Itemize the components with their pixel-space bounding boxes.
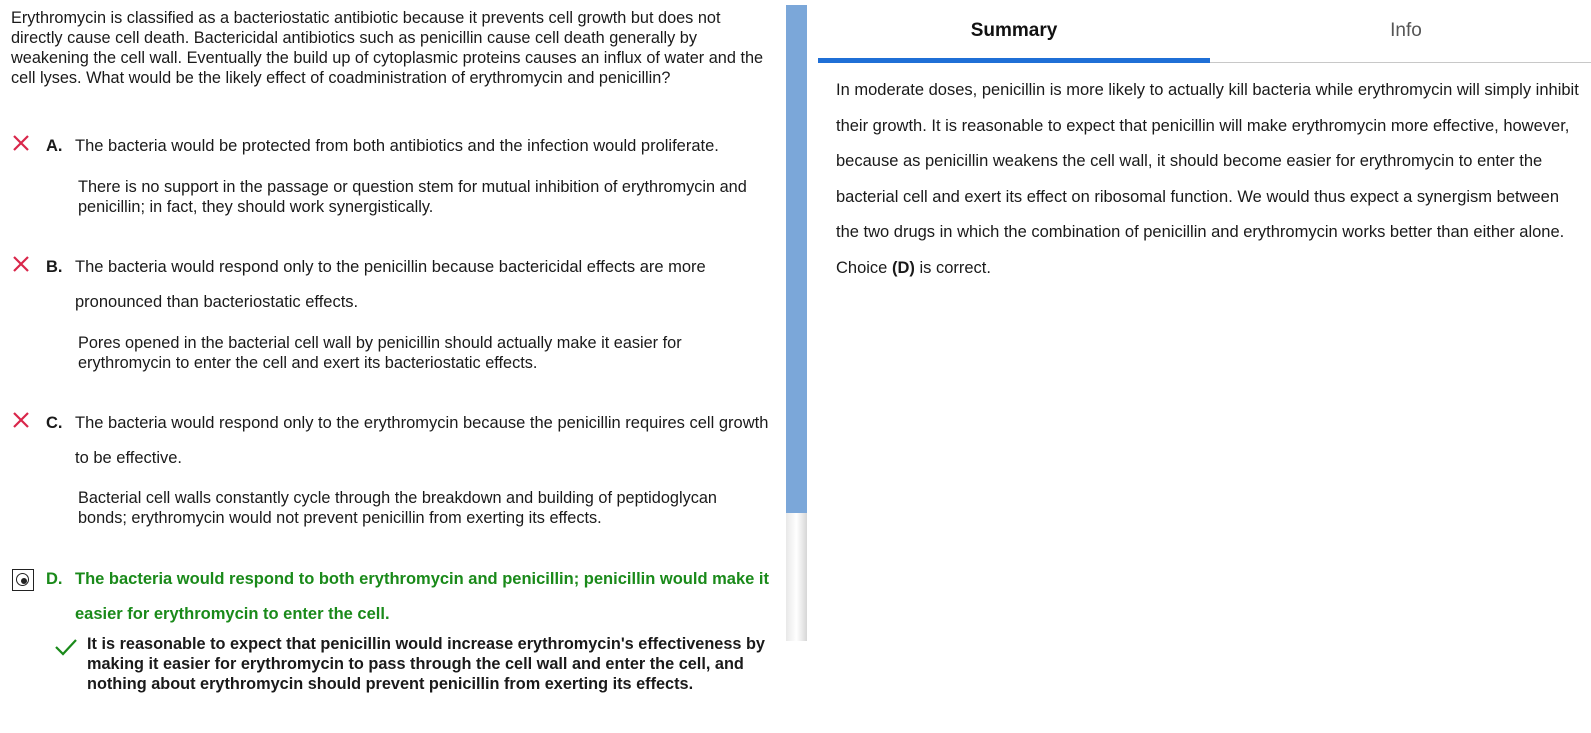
explanation-pane	[818, 0, 1591, 733]
tab-label: Info	[1390, 20, 1422, 41]
tab-bar	[818, 10, 1591, 63]
radio-selected-icon[interactable]	[12, 569, 34, 591]
choice-letter: B.	[46, 258, 63, 276]
choice-explanation-d: It is reasonable to expect that penicillin would increase erythromycin's effectiveness by making it easier for erythromycin to pass through the cell wall and enter the cell, and nothing about erythromycin should prevent penicillin from exerting its effects.	[87, 635, 765, 693]
choice-text: The bacteria would respond only to the penicillin because bactericidal effects are more pronounced than bacteriostatic effects.	[75, 258, 706, 311]
choice-letter: C.	[46, 414, 63, 432]
question-pane	[0, 0, 786, 733]
x-mark-icon	[11, 133, 33, 155]
active-tab-indicator	[818, 58, 1210, 63]
check-mark-icon	[54, 637, 78, 657]
choice-explanation-c: Bacterial cell walls constantly cycle through the breakdown and building of peptidoglycan bonds; erythromycin would not prevent penicillin from exerting its effects.	[78, 489, 717, 527]
scrollbar-thumb[interactable]	[786, 5, 807, 513]
x-mark-icon	[11, 410, 33, 432]
x-mark-icon	[11, 254, 33, 276]
tab-label: Summary	[970, 20, 1058, 41]
choice-explanation-a: There is no support in the passage or question stem for mutual inhibition of erythromycin and penicillin; in fact, they should work synergistically.	[78, 178, 747, 216]
answer-reference: (D)	[891, 258, 915, 277]
tab-summary[interactable]	[818, 10, 1210, 62]
choice-letter: D.	[46, 570, 63, 588]
choice-text: The bacteria would respond only to the erythromycin because the penicillin requires cell growth to be effective.	[75, 414, 769, 467]
tab-info[interactable]	[1210, 10, 1591, 62]
summary-text	[836, 73, 1586, 286]
choice-letter: A.	[46, 137, 63, 155]
question-stem: Erythromycin is classified as a bacteriostatic antibiotic because it prevents cell growth but does not directly cause cell death. Bactericidal antibiotics such as penicillin cause cell death generally by weakening the cell wall. Eventually the build up of cytoplasmic proteins causes an influx of water and the cell lyses. What would be the likely effect of coadministration of erythromycin and penicillin?	[11, 9, 764, 87]
choice-text: The bacteria would respond to both erythromycin and penicillin; penicillin would make it easier for erythromycin to enter the cell.	[75, 570, 769, 623]
choice-explanation-b: Pores opened in the bacterial cell wall by penicillin should actually make it easier for erythromycin to enter the cell and exert its bacteriostatic effects.	[78, 334, 682, 372]
summary-tail: is correct.	[914, 258, 991, 277]
choice-text: The bacteria would be protected from both antibiotics and the infection would proliferate.	[75, 137, 719, 155]
summary-body: In moderate doses, penicillin is more likely to actually kill bacteria while erythromycin will simply inhibit their growth. It is reasonable to expect that penicillin will make erythromycin more effective, however, because as penicillin weakens the cell wall, it should become easier for erythromycin to enter the bacterial cell and exert its effect on ribosomal function. We would thus expect a synergism between the two drugs in which the combination of penicillin and erythromycin works better than either alone. Choice	[836, 81, 1579, 277]
